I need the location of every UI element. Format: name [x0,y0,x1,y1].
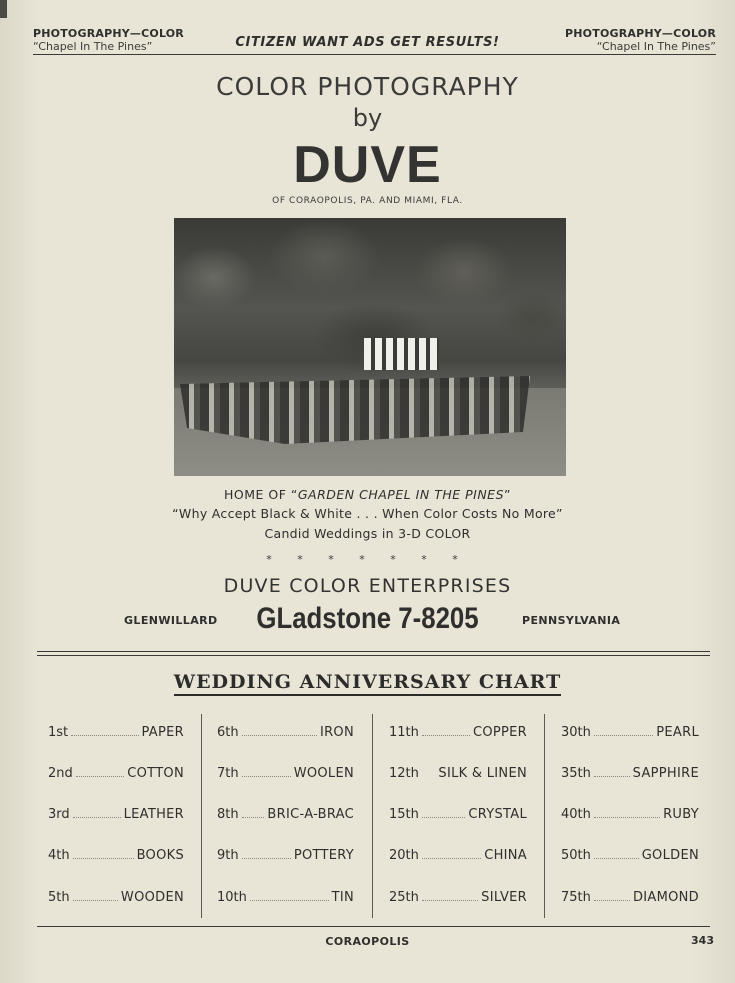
anniversary-gift: BOOKS [136,848,184,863]
anniversary-entry [389,890,527,908]
anniversary-entry [217,848,354,866]
photo-wedding-party [364,338,439,370]
anniversary-entry [561,848,699,866]
dot-leader [594,725,653,736]
header-rule [33,54,716,55]
anniversary-year: 12th [389,766,419,781]
anniversary-year: 15th [389,807,419,822]
dot-leader [422,807,465,818]
footer-rule [37,926,710,927]
dot-leader [594,807,660,818]
header-left-title: PHOTOGRAPHY—COLOR [33,27,184,40]
anniversary-entry [48,766,184,784]
anniversary-entry [217,890,354,908]
ad-caption [0,487,735,502]
anniversary-gift: SAPPHIRE [632,766,699,781]
anniversary-year: 6th [217,725,239,740]
dot-leader [422,890,478,901]
dot-leader [73,890,118,901]
corner-mark [0,0,7,18]
double-rule-top [37,651,710,652]
anniversary-entry [561,807,699,825]
anniversary-gift: CHINA [484,848,527,863]
enterprise-name: DUVE COLOR ENTERPRISES [223,575,512,597]
anniversary-gift: COPPER [472,725,527,740]
ad-business-name: DUVE [293,136,442,194]
anniversary-entry [48,725,184,743]
anniversary-year: 35th [561,766,591,781]
ad-location: OF CORAOPOLIS, PA. AND MIAMI, FLA. [272,196,463,206]
anniversary-gift: IRON [319,725,354,740]
garden-wedding-photo [174,218,566,476]
anniversary-gift: BRIC-A-BRAC [267,807,354,822]
star-divider: * * * * * * * [266,553,469,566]
anniversary-year: 1st [48,725,69,740]
header-right-subtitle: “Chapel In The Pines” [596,40,716,53]
anniversary-year: 20th [389,848,419,863]
ad-title: COLOR PHOTOGRAPHY [216,72,519,101]
anniversary-year: 3rd [48,807,70,822]
chart-title [0,671,735,693]
column-divider [544,714,545,918]
caption-chapel-name: GARDEN CHAPEL IN THE PINES [297,487,505,502]
dot-leader [242,766,291,777]
anniversary-year: 7th [217,766,239,781]
footer-city: CORAOPOLIS [325,935,410,948]
anniversary-year: 10th [217,890,247,905]
dot-leader [422,725,470,736]
header-left-subtitle: “Chapel In The Pines” [33,40,153,53]
ad-by: by [352,104,383,132]
anniversary-year: 9th [217,848,239,863]
anniversary-gift: POTTERY [293,848,354,863]
ad-candid-line: Candid Weddings in 3-D COLOR [264,526,471,541]
column-divider [201,714,202,918]
header-right [565,27,716,53]
anniversary-entry [217,725,354,743]
dot-leader [242,848,291,859]
anniversary-year: 50th [561,848,591,863]
dot-leader [71,725,138,736]
header-right-title: PHOTOGRAPHY—COLOR [565,27,716,40]
anniversary-gift: LEATHER [123,807,184,822]
chart-title-text: WEDDING ANNIVERSARY CHART [174,671,562,696]
anniversary-gift: WOOLEN [293,766,354,781]
anniversary-year: 75th [561,890,591,905]
anniversary-year: 5th [48,890,70,905]
anniversary-gift: PAPER [141,725,184,740]
anniversary-gift: SILVER [481,890,527,905]
caption-suffix: ” [504,487,511,502]
phone-number: GLadstone 7-8205 [256,602,479,635]
location-pennsylvania: PENNSYLVANIA [522,614,621,627]
dot-leader [242,725,317,736]
dot-leader [594,890,630,901]
anniversary-gift: CRYSTAL [468,807,527,822]
anniversary-entry [48,848,184,866]
location-glenwillard: GLENWILLARD [124,614,218,627]
anniversary-entry [389,725,527,743]
caption-prefix: HOME OF “ [223,487,298,502]
anniversary-year: 30th [561,725,591,740]
dot-leader [73,848,134,859]
anniversary-entry [389,807,527,825]
dot-leader [422,767,436,777]
dot-leader [76,766,125,777]
anniversary-year: 4th [48,848,70,863]
anniversary-gift: COTTON [127,766,184,781]
anniversary-entry [217,766,354,784]
dot-leader [422,848,481,859]
header-slogan: CITIZEN WANT ADS GET RESULTS! [235,35,500,50]
anniversary-entry [217,807,354,825]
column-divider [372,714,373,918]
anniversary-year: 2nd [48,766,73,781]
anniversary-entry [561,766,699,784]
anniversary-entry [561,890,699,908]
dot-leader [594,848,639,859]
anniversary-gift: PEARL [656,725,699,740]
anniversary-entry [48,890,184,908]
anniversary-gift: TIN [331,890,354,905]
anniversary-entry [389,766,527,784]
page-number: 343 [691,934,714,947]
anniversary-gift: GOLDEN [641,848,699,863]
double-rule-bottom [37,655,710,656]
anniversary-year: 8th [217,807,239,822]
ad-slogan: “Why Accept Black & White . . . When Color Costs No More” [172,506,563,521]
dot-leader [250,890,329,901]
anniversary-gift: DIAMOND [632,890,699,905]
anniversary-gift: WOODEN [120,890,184,905]
dot-leader [594,766,630,777]
anniversary-year: 11th [389,725,419,740]
dot-leader [242,807,265,818]
anniversary-entry [389,848,527,866]
anniversary-gift: SILK & LINEN [438,766,527,781]
anniversary-year: 25th [389,890,419,905]
anniversary-entry [561,725,699,743]
anniversary-entry [48,807,184,825]
anniversary-year: 40th [561,807,591,822]
anniversary-gift: RUBY [663,807,699,822]
dot-leader [73,807,121,818]
